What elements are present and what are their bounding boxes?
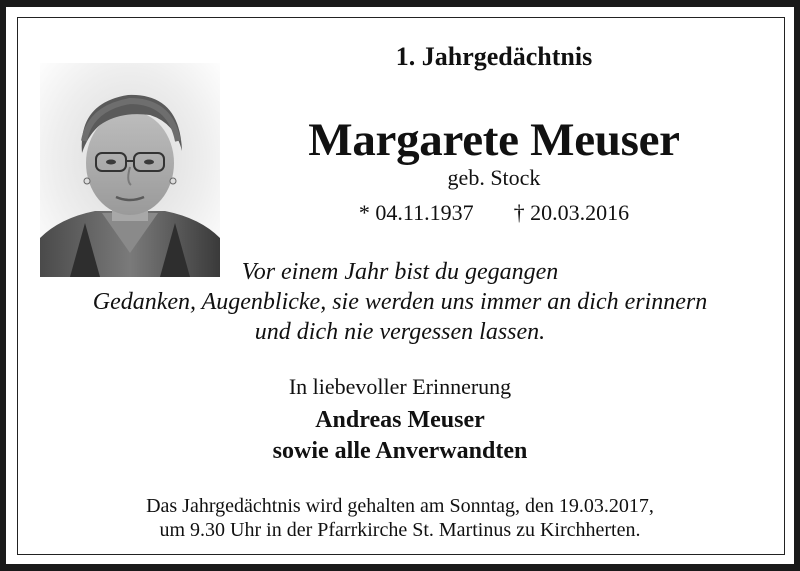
notice-line: Das Jahrgedächtnis wird gehalten am Sonntag, den 19.03.2017,	[146, 495, 654, 517]
death-date: † 20.03.2016	[513, 200, 630, 225]
poem-line: Vor einem Jahr bist du gegangen	[241, 259, 559, 285]
memory-phrase: In liebevoller Erinnerung	[288, 374, 512, 399]
service-notice	[146, 494, 654, 542]
poem-line: Gedanken, Augenblicke, sie werden uns immer an dich erinnern	[92, 289, 708, 315]
memorial-poem	[93, 257, 708, 347]
birth-date: * 04.11.1937	[358, 200, 474, 225]
notice-line: um 9.30 Uhr in der Pfarrkirche St. Martinus zu Kirchherten.	[159, 519, 641, 541]
portrait-photo	[40, 63, 220, 277]
obituary-card	[6, 7, 794, 564]
anniversary-heading: 1. Jahrgedächtnis	[395, 42, 593, 71]
life-dates	[359, 200, 629, 226]
deceased-name: Margarete Meuser	[308, 114, 680, 166]
poem-line: und dich nie vergessen lassen.	[254, 319, 546, 345]
maiden-name: geb. Stock	[447, 165, 541, 190]
signer-primary: Andreas Meuser	[315, 407, 485, 433]
signers	[273, 405, 528, 467]
portrait-image	[40, 63, 220, 277]
signer-relatives: sowie alle Anverwandten	[272, 438, 528, 464]
